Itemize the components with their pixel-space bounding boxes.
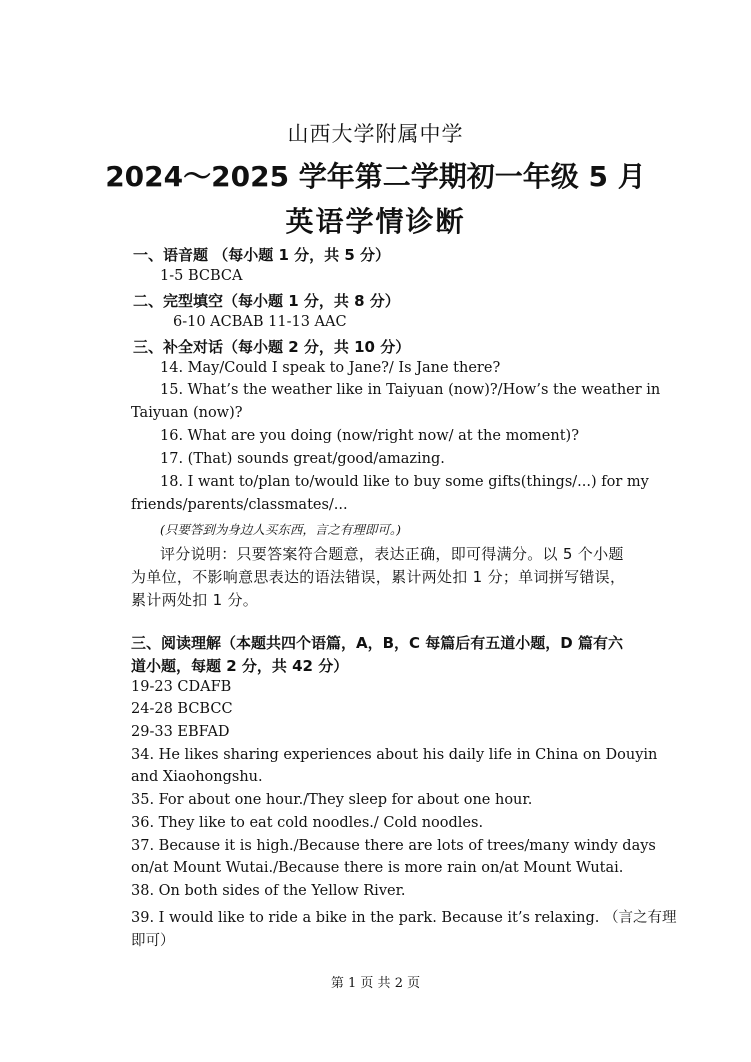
answer-18-note: (只要答到为身边人买东西，言之有理即可。) bbox=[160, 522, 402, 537]
section-heading-dialogue: 三、补全对话（每小题 2 分，共 10 分） bbox=[133, 338, 411, 356]
page-number: 第 1 页 共 2 页 bbox=[330, 976, 421, 991]
scoring-note-line-3: 累计两处扣 1 分。 bbox=[131, 591, 259, 609]
exam-title: 2024～2025 学年第二学期初一年级 5 月 bbox=[105, 160, 646, 193]
answer-17: 17. (That) sounds great/good/amazing. bbox=[160, 451, 445, 467]
answer-34-line-1: 34. He likes sharing experiences about his daily life in China on Douyin bbox=[131, 747, 658, 763]
reading-answers-29-33: 29-33 EBFAD bbox=[131, 724, 230, 740]
section-heading-reading-line-2: 道小题，每题 2 分，共 42 分） bbox=[131, 657, 349, 675]
answer-37-line-1: 37. Because it is high./Because there are lots of trees/many windy days bbox=[131, 838, 656, 854]
exam-subtitle: 英语学情诊断 bbox=[285, 205, 466, 238]
school-name: 山西大学附属中学 bbox=[287, 122, 464, 146]
scoring-note-line-1: 评分说明：只要答案符合题意，表达正确，即可得满分。以 5 个小题 bbox=[160, 545, 624, 563]
answer-38: 38. On both sides of the Yellow River. bbox=[131, 883, 406, 899]
answer-18-line-1: 18. I want to/plan to/would like to buy some gifts(things/...) for my bbox=[160, 474, 649, 490]
answer-35: 35. For about one hour./They sleep for about one hour. bbox=[131, 792, 533, 808]
reading-answers-19-23: 19-23 CDAFB bbox=[131, 679, 232, 695]
answer-15-line-2: Taiyuan (now)? bbox=[131, 405, 243, 421]
cloze-answers: 6-10 ACBAB 11-13 AAC bbox=[173, 314, 347, 330]
section-heading-reading-line-1: 三、阅读理解（本题共四个语篇，A，B，C 每篇后有五道小题，D 篇有六 bbox=[131, 634, 623, 652]
answer-37-line-2: on/at Mount Wutai./Because there is more rain on/at Mount Wutai. bbox=[131, 860, 624, 876]
section-heading-cloze: 二、完型填空（每小题 1 分，共 8 分） bbox=[133, 292, 400, 310]
answer-39-line-2: 即可） bbox=[131, 933, 175, 949]
answer-15-line-1: 15. What’s the weather like in Taiyuan (now)?/How’s the weather in bbox=[160, 382, 661, 398]
answer-18-line-2: friends/parents/classmates/... bbox=[131, 497, 348, 513]
answer-36: 36. They like to eat cold noodles./ Cold noodles. bbox=[131, 815, 484, 831]
reading-answers-24-28: 24-28 BCBCC bbox=[131, 701, 233, 717]
answer-16: 16. What are you doing (now/right now/ at the moment)? bbox=[160, 428, 579, 444]
phonetics-answers: 1-5 BCBCA bbox=[160, 268, 243, 284]
answer-14: 14. May/Could I speak to Jane?/ Is Jane there? bbox=[160, 360, 501, 376]
answer-34-line-2: and Xiaohongshu. bbox=[131, 769, 263, 785]
scoring-note-line-2: 为单位，不影响意思表达的语法错误，累计两处扣 1 分；单词拼写错误， bbox=[131, 568, 626, 586]
answer-39-line-1: 39. I would like to ride a bike in the park. Because it’s relaxing. （言之有理 bbox=[131, 910, 677, 926]
section-heading-phonetics: 一、语音题 （每小题 1 分，共 5 分） bbox=[133, 246, 390, 264]
